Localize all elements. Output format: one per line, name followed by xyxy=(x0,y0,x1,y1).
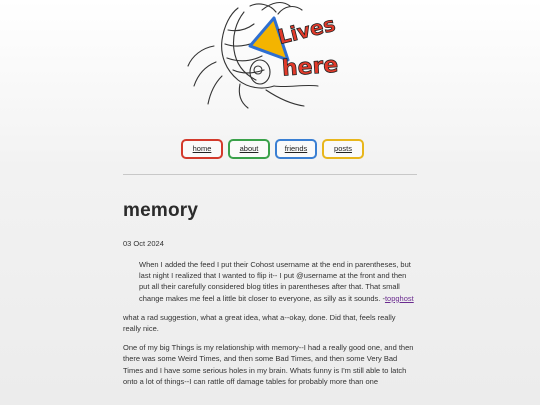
nav-posts-link[interactable]: posts xyxy=(322,139,364,159)
post-paragraph-2: One of my big Things is my relationship with memory--I had a really good one, and then there was some Weird Times, and then some Bad Times, and then some Very Bad Times and I have some serious holes in my brain. Whats funny is I'm still able to latch onto a lot of things--I can rattle off damage tables for probably more than one xyxy=(123,343,414,386)
nav-about-link[interactable]: about xyxy=(228,139,270,159)
quote-text: When I added the feed I put their Cohost username at the end in parentheses, but last night I realized that I wanted to flip it-- I put @username at the front and then put all their carefully considered blog titles in parentheses after that. That small change makes me feel a little bit closer to everyone, as silly as it sounds. - xyxy=(139,260,411,303)
post-title: memory xyxy=(123,200,199,221)
logo-text-lives: Lives xyxy=(275,11,338,50)
site-logo[interactable] xyxy=(178,0,343,112)
nav-friends-link[interactable]: friends xyxy=(275,139,317,159)
logo-text-here: here xyxy=(281,52,340,82)
post-paragraph-1: what a rad suggestion, what a great idea, what a--okay, done. Did that, feels really really nice. xyxy=(123,312,396,334)
blog-post xyxy=(123,200,415,387)
post-date: 03 Oct 2024 xyxy=(123,239,164,248)
nav-home-link[interactable]: home xyxy=(181,139,223,159)
header-divider xyxy=(123,174,417,175)
main-nav xyxy=(181,139,364,159)
quote-author-link[interactable]: topghost xyxy=(384,293,414,303)
post-quote xyxy=(139,259,415,304)
site-header xyxy=(0,0,540,138)
